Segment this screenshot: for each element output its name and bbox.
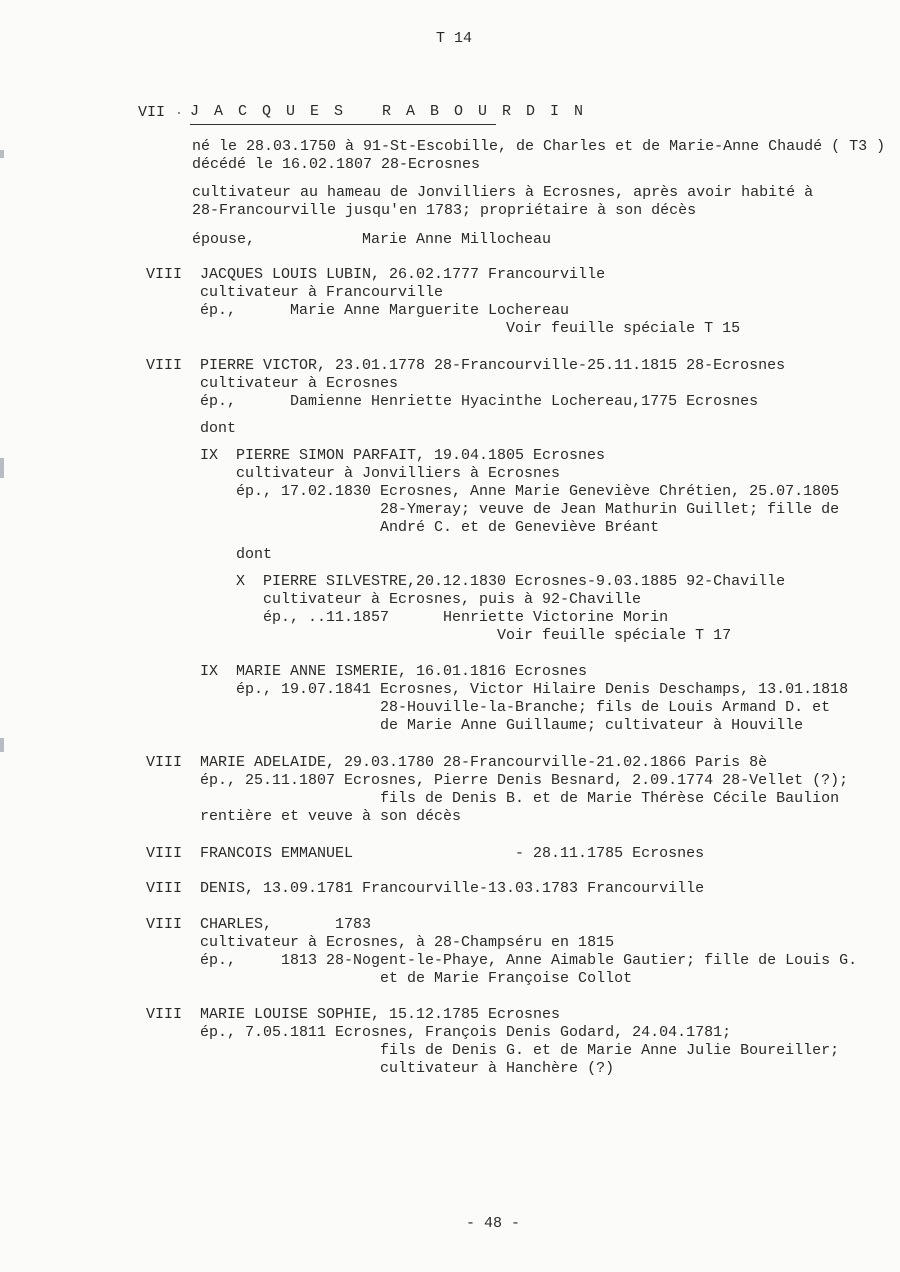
root-line: cultivateur au hameau de Jonvilliers à Ecrosnes, après avoir habité à bbox=[192, 184, 814, 201]
entry-line: et de Marie Françoise Collot bbox=[200, 970, 633, 987]
entry-line: ép., Marie Anne Marguerite Lochereau bbox=[200, 302, 570, 319]
entry-generation: X bbox=[236, 573, 246, 590]
separator-dot bbox=[178, 112, 180, 114]
entry-line: cultivateur à Ecrosnes, à 28-Champséru en 1815 bbox=[200, 934, 615, 951]
entry-generation: VIII bbox=[146, 916, 183, 933]
entry-line: ép., 7.05.1811 Ecrosnes, François Denis Godard, 24.04.1781; bbox=[200, 1024, 732, 1041]
entry-line: de Marie Anne Guillaume; cultivateur à Houville bbox=[236, 717, 804, 734]
entry-generation: VIII bbox=[146, 266, 183, 283]
root-line: 28-Francourville jusqu'en 1783; propriétaire à son décès bbox=[192, 202, 697, 219]
entry-line: fils de Denis B. et de Marie Thérèse Cécile Baulion bbox=[200, 790, 840, 807]
root-name: J A C Q U E S R A B O U R D I N bbox=[190, 103, 587, 120]
entry-line: ép., Damienne Henriette Hyacinthe Lochereau,1775 Ecrosnes bbox=[200, 393, 759, 410]
entry-generation: VIII bbox=[146, 845, 183, 862]
entry-line: CHARLES, 1783 bbox=[200, 916, 372, 933]
entry-line: Voir feuille spéciale T 15 bbox=[200, 320, 741, 337]
entry-generation: VIII bbox=[146, 1006, 183, 1023]
root-spouse-label: épouse, bbox=[192, 231, 256, 248]
entry-line: André C. et de Geneviève Bréant bbox=[236, 519, 660, 536]
entry-line: fils de Denis G. et de Marie Anne Julie Boureiller; bbox=[200, 1042, 840, 1059]
entry-generation: VIII bbox=[146, 880, 183, 897]
entry-line: ép., 25.11.1807 Ecrosnes, Pierre Denis Besnard, 2.09.1774 28-Vellet (?); bbox=[200, 772, 849, 789]
entry-line: 28-Ymeray; veuve de Jean Mathurin Guillet; fille de bbox=[236, 501, 840, 518]
page-number: - 48 - bbox=[466, 1215, 521, 1232]
entry-line: FRANCOIS EMMANUEL - 28.11.1785 Ecrosnes bbox=[200, 845, 705, 862]
entry-line: 28-Houville-la-Branche; fils de Louis Armand D. et bbox=[236, 699, 831, 716]
root-line: né le 28.03.1750 à 91-St-Escobille, de Charles et de Marie-Anne Chaudé ( T3 ) bbox=[192, 138, 886, 155]
entry-line: cultivateur à Jonvilliers à Ecrosnes bbox=[236, 465, 561, 482]
entry-line: ép., 19.07.1841 Ecrosnes, Victor Hilaire Denis Deschamps, 13.01.1818 bbox=[236, 681, 849, 698]
entry-line: PIERRE SIMON PARFAIT, 19.04.1805 Ecrosnes bbox=[236, 447, 606, 464]
entry-line: MARIE ANNE ISMERIE, 16.01.1816 Ecrosnes bbox=[236, 663, 588, 680]
entry-line: cultivateur à Francourville bbox=[200, 284, 444, 301]
dont-label: dont bbox=[236, 546, 273, 563]
root-line: décédé le 16.02.1807 28-Ecrosnes bbox=[192, 156, 481, 173]
entry-line: MARIE ADELAIDE, 29.03.1780 28-Francourville-21.02.1866 Paris 8è bbox=[200, 754, 768, 771]
scan-mark bbox=[0, 738, 4, 752]
scan-mark bbox=[0, 458, 4, 478]
entry-generation: VIII bbox=[146, 357, 183, 374]
root-generation: VII bbox=[138, 104, 166, 121]
entry-line: MARIE LOUISE SOPHIE, 15.12.1785 Ecrosnes bbox=[200, 1006, 561, 1023]
entry-line: ép., 17.02.1830 Ecrosnes, Anne Marie Geneviève Chrétien, 25.07.1805 bbox=[236, 483, 840, 500]
root-name-underline bbox=[190, 124, 496, 125]
entry-line: cultivateur à Hanchère (?) bbox=[200, 1060, 615, 1077]
entry-line: cultivateur à Ecrosnes bbox=[200, 375, 399, 392]
entry-line: PIERRE VICTOR, 23.01.1778 28-Francourville-25.11.1815 28-Ecrosnes bbox=[200, 357, 786, 374]
page-code: T 14 bbox=[436, 30, 473, 47]
entry-generation: IX bbox=[200, 447, 219, 464]
scan-mark bbox=[0, 150, 4, 158]
root-spouse: Marie Anne Millocheau bbox=[362, 231, 552, 248]
entry-generation: VIII bbox=[146, 754, 183, 771]
entry-generation: IX bbox=[200, 663, 219, 680]
entry-line: PIERRE SILVESTRE,20.12.1830 Ecrosnes-9.03.1885 92-Chaville bbox=[263, 573, 786, 590]
entry-line: rentière et veuve à son décès bbox=[200, 808, 462, 825]
entry-line: DENIS, 13.09.1781 Francourville-13.03.1783 Francourville bbox=[200, 880, 705, 897]
entry-line: JACQUES LOUIS LUBIN, 26.02.1777 Francourville bbox=[200, 266, 606, 283]
entry-line: cultivateur à Ecrosnes, puis à 92-Chaville bbox=[263, 591, 642, 608]
entry-line: ép., ..11.1857 Henriette Victorine Morin bbox=[263, 609, 669, 626]
entry-line: ép., 1813 28-Nogent-le-Phaye, Anne Aimable Gautier; fille de Louis G. bbox=[200, 952, 858, 969]
dont-label: dont bbox=[200, 420, 237, 437]
entry-line: Voir feuille spéciale T 17 bbox=[263, 627, 732, 644]
